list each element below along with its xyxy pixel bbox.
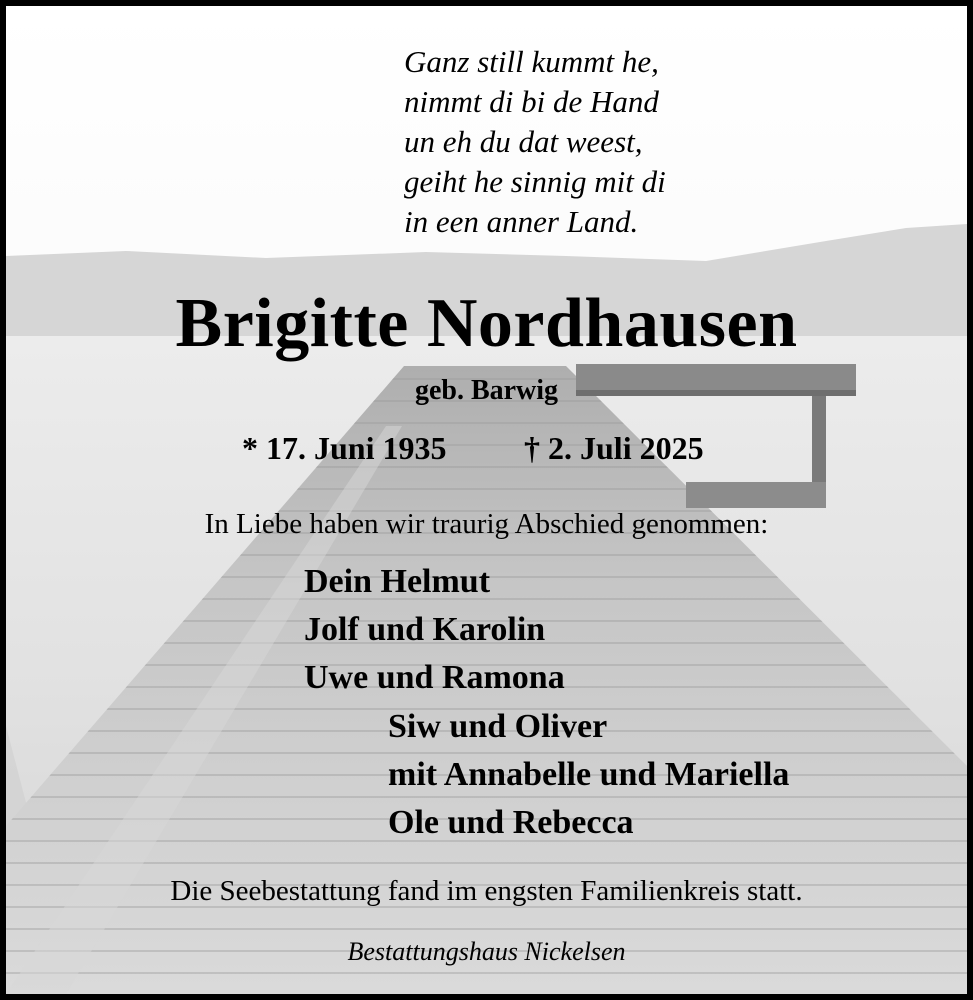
birth-name: geb. Barwig <box>414 375 559 406</box>
mourner-line: Ole und Rebecca <box>388 804 634 841</box>
mourner-line: Jolf und Karolin <box>304 611 546 648</box>
poem-line: Ganz still kummt he, <box>404 44 659 79</box>
poem-line: geiht he sinnig mit di <box>404 164 666 199</box>
deceased-name: Brigitte Nordhausen <box>175 285 798 362</box>
birth-date: * 17. Juni 1935 <box>242 430 447 466</box>
death-date: † 2. Juli 2025 <box>524 430 704 466</box>
mourner-line: mit Annabelle und Mariella <box>388 756 790 793</box>
poem-line: nimmt di bi de Hand <box>404 84 659 119</box>
burial-note: Die Seebestattung fand im engsten Familienkreis statt. <box>170 875 803 907</box>
undertaker-name: Bestattungshaus Nickelsen <box>347 937 626 966</box>
poem <box>404 42 666 242</box>
mourner-line: Siw und Oliver <box>388 708 608 745</box>
mourner-line: Uwe und Ramona <box>304 659 565 696</box>
mourner-line: Dein Helmut <box>304 563 491 600</box>
farewell-intro: In Liebe haben wir traurig Abschied genommen: <box>204 508 769 540</box>
poem-line: un eh du dat weest, <box>404 124 643 159</box>
poem-line: in een anner Land. <box>404 204 639 239</box>
